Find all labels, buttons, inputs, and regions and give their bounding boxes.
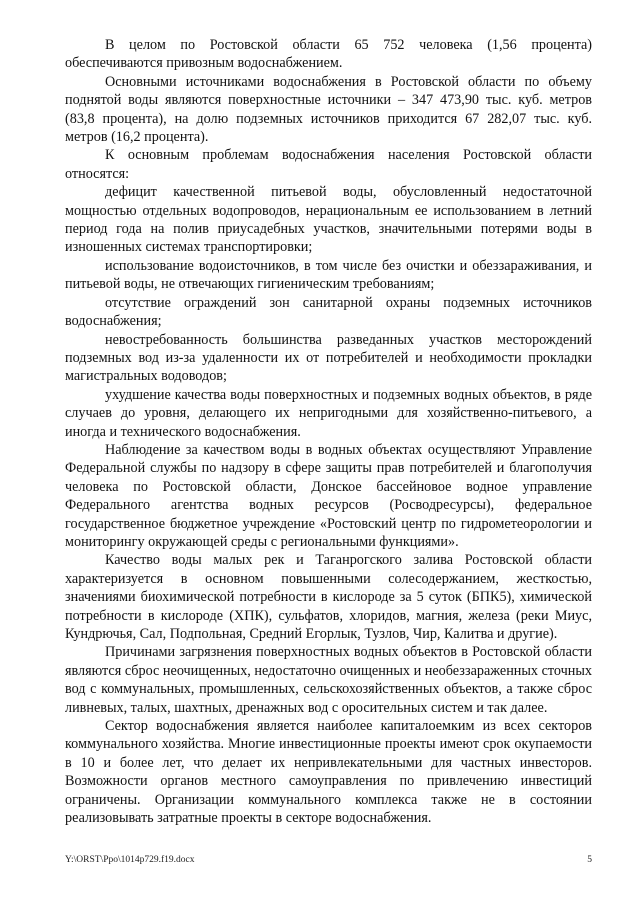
paragraph-5: использование водоисточников, в том числе без очистки и обеззараживания, и питьевой воды, не отвечающих гигиеническим требованиям; [65, 257, 592, 293]
paragraph-11: Причинами загрязнения поверхностных водных объектов в Ростовской области являются сброс неочищенных, недостаточно очищенных и необеззараженных сточных вод с коммунальных, промышленных, сельскохозяйственных объектов, а также сброс ливневых, талых, шахтных, дренажных вод с оросительных систем и так далее. [65, 644, 592, 716]
paragraph-1: В целом по Ростовской области 65 752 человека (1,56 процента) обеспечиваются привозным водоснабжением. [65, 37, 592, 72]
paragraph-9: Наблюдение за качеством воды в водных объектах осуществляют Управление Федеральной службы по надзору в сфере защиты прав потребителей и благополучия человека по Ростовской области, Донское бассейновое водное управление Федерального агентства водных ресурсов (Росводресурсы), федеральное государственное бюджетное учреждение «Ростовский центр по гидрометеорологии и мониторингу окружающей среды с региональными функциями». [65, 441, 592, 550]
paragraph-2: Основными источниками водоснабжения в Ростовской области по объему поднятой воды являются поверхностные источники – 347 473,90 тыс. куб. метров (83,8 процента), на долю подземных источников приходится 67 282,07 тыс. куб. метров (16,2 процента). [65, 73, 592, 146]
paragraph-8: ухудшение качества воды поверхностных и подземных водных объектов, в ряде случаев до уровня, делающего их непригодными для хозяйственно-питьевого, а иногда и технического водоснабжения. [65, 386, 592, 440]
footer-file-path: Y:\ORST\Ppo\1014p729.f19.docx [65, 855, 195, 865]
paragraph-3: К основным проблемам водоснабжения населения Ростовской области относятся: [65, 147, 592, 182]
page-number: 5 [587, 855, 592, 865]
paragraph-7: невостребованность большинства разведанных участков месторождений подземных вод из-за удаленности их от потребителей и необходимости прокладки магистральных водоводов; [65, 331, 592, 385]
document-page [65, 36, 592, 827]
paragraph-4: дефицит качественной питьевой воды, обусловленный недостаточной мощностью отдельных водопроводов, нерациональным ее использованием в летний период года на полив приусадебных участков, значительными потерями воды в изношенных системах транспортировки; [65, 184, 592, 256]
paragraph-10: Качество воды малых рек и Таганрогского залива Ростовской области характеризуется в основном повышенными солесодержанием, жесткостью, значениями биохимической потребности в кислороде за 5 суток (БПК5), химической потребности в кислороде (ХПК), сульфатов, хлоридов, магния, железа (реки Миус, Кундрючья, Сал, Подпольная, Средний Егорлык, Тузлов, Чир, Калитва и другие). [65, 552, 592, 642]
paragraph-12: Сектор водоснабжения является наиболее капиталоемким из всех секторов коммунального хозяйства. Многие инвестиционные проекты имеют срок окупаемости в 10 и более лет, что делает их непривлекательными для частных инвесторов. Возможности органов местного самоуправления по привлечению инвестиций ограничены. Организации коммунального комплекса также не в состоянии реализовывать затратные проекты в секторе водоснабжения. [65, 718, 592, 827]
page-footer [65, 854, 592, 866]
paragraph-6: отсутствие ограждений зон санитарной охраны подземных источников водоснабжения; [65, 294, 592, 330]
